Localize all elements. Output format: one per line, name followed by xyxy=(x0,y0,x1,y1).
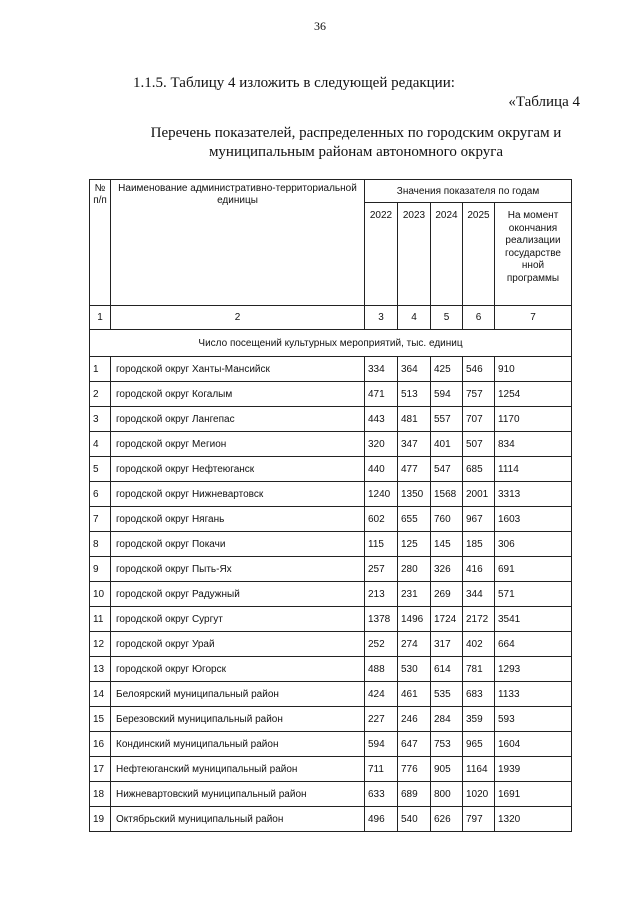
header-values-by-year: Значения показателя по годам xyxy=(365,180,572,203)
table-row xyxy=(90,607,572,632)
territory-name: Октябрьский муниципальный район xyxy=(111,807,365,832)
indicator-value: 185 xyxy=(463,532,495,557)
territory-name: городской округ Пыть-Ях xyxy=(111,557,365,582)
table-row xyxy=(90,357,572,382)
indicator-value: 683 xyxy=(463,682,495,707)
indicator-value: 593 xyxy=(495,707,572,732)
table-row xyxy=(90,432,572,457)
territory-name: городской округ Радужный xyxy=(111,582,365,607)
indicator-value: 965 xyxy=(463,732,495,757)
table-title-line-1: Перечень показателей, распределенных по городским округам и xyxy=(150,125,562,141)
row-number: 5 xyxy=(90,457,111,482)
indicator-value: 471 xyxy=(365,382,398,407)
header-year-2025: 2025 xyxy=(463,203,495,306)
indicator-value: 530 xyxy=(398,657,431,682)
header-year-2023: 2023 xyxy=(398,203,431,306)
indicator-value: 757 xyxy=(463,382,495,407)
territory-name: Нижневартовский муниципальный район xyxy=(111,782,365,807)
indicator-value: 440 xyxy=(365,457,398,482)
indicator-value: 1691 xyxy=(495,782,572,807)
indicator-value: 1939 xyxy=(495,757,572,782)
table-row xyxy=(90,657,572,682)
indicator-value: 344 xyxy=(463,582,495,607)
indicator-value: 274 xyxy=(398,632,431,657)
indicator-value: 1603 xyxy=(495,507,572,532)
table-row xyxy=(90,532,572,557)
header-year-2024: 2024 xyxy=(431,203,463,306)
column-number: 5 xyxy=(431,306,463,330)
indicator-value: 252 xyxy=(365,632,398,657)
table-row xyxy=(90,732,572,757)
column-numbers-row xyxy=(90,306,572,330)
indicator-value: 1320 xyxy=(495,807,572,832)
row-number: 17 xyxy=(90,757,111,782)
header-row xyxy=(90,180,572,203)
table-row xyxy=(90,382,572,407)
column-number: 1 xyxy=(90,306,111,330)
territory-name: городской округ Нижневартовск xyxy=(111,482,365,507)
column-number: 2 xyxy=(111,306,365,330)
column-number: 4 xyxy=(398,306,431,330)
indicator-value: 834 xyxy=(495,432,572,457)
column-number: 7 xyxy=(495,306,572,330)
row-number: 6 xyxy=(90,482,111,507)
row-number: 4 xyxy=(90,432,111,457)
row-number: 12 xyxy=(90,632,111,657)
indicator-value: 1378 xyxy=(365,607,398,632)
indicator-value: 967 xyxy=(463,507,495,532)
indicator-value: 359 xyxy=(463,707,495,732)
indicator-value: 125 xyxy=(398,532,431,557)
indicator-value: 1170 xyxy=(495,407,572,432)
indicator-value: 1164 xyxy=(463,757,495,782)
indicator-value: 347 xyxy=(398,432,431,457)
indicator-value: 401 xyxy=(431,432,463,457)
territory-name: Белоярский муниципальный район xyxy=(111,682,365,707)
indicator-value: 2172 xyxy=(463,607,495,632)
indicator-value: 781 xyxy=(463,657,495,682)
territory-name: Кондинский муниципальный район xyxy=(111,732,365,757)
indicator-value: 753 xyxy=(431,732,463,757)
indicator-value: 507 xyxy=(463,432,495,457)
indicator-value: 1724 xyxy=(431,607,463,632)
territory-name: городской округ Лангепас xyxy=(111,407,365,432)
table-row xyxy=(90,407,572,432)
table-title xyxy=(0,124,640,162)
table-row xyxy=(90,582,572,607)
territory-name: городской округ Когалым xyxy=(111,382,365,407)
section-title: Число посещений культурных мероприятий, тыс. единиц xyxy=(90,330,572,357)
table-row xyxy=(90,707,572,732)
indicator-value: 477 xyxy=(398,457,431,482)
indicator-value: 269 xyxy=(431,582,463,607)
indicator-value: 1604 xyxy=(495,732,572,757)
table-row xyxy=(90,632,572,657)
indicator-value: 246 xyxy=(398,707,431,732)
table-row xyxy=(90,482,572,507)
indicator-value: 1350 xyxy=(398,482,431,507)
table-title-line-2: муниципальным районам автономного округа xyxy=(208,144,504,160)
row-number: 1 xyxy=(90,357,111,382)
amendment-instruction: 1.1.5. Таблицу 4 изложить в следующей редакции: xyxy=(133,75,455,91)
table-row xyxy=(90,682,572,707)
indicator-value: 910 xyxy=(495,357,572,382)
table-label: «Таблица 4 xyxy=(508,94,580,110)
indicator-value: 1240 xyxy=(365,482,398,507)
indicator-value: 905 xyxy=(431,757,463,782)
table-row xyxy=(90,807,572,832)
indicator-value: 800 xyxy=(431,782,463,807)
territory-name: городской округ Ханты-Мансийск xyxy=(111,357,365,382)
indicator-value: 571 xyxy=(495,582,572,607)
indicator-value: 443 xyxy=(365,407,398,432)
territory-name: Нефтеюганский муниципальный район xyxy=(111,757,365,782)
indicator-value: 614 xyxy=(431,657,463,682)
indicator-value: 317 xyxy=(431,632,463,657)
indicator-value: 231 xyxy=(398,582,431,607)
section-row xyxy=(90,330,572,357)
indicator-value: 594 xyxy=(365,732,398,757)
territory-name: городской округ Сургут xyxy=(111,607,365,632)
row-number: 18 xyxy=(90,782,111,807)
table-row xyxy=(90,457,572,482)
indicator-value: 655 xyxy=(398,507,431,532)
row-number: 11 xyxy=(90,607,111,632)
indicator-value: 213 xyxy=(365,582,398,607)
territory-name: городской округ Нефтеюганск xyxy=(111,457,365,482)
header-name: Наименование административно-территориальной единицы xyxy=(111,180,365,306)
territory-name: Березовский муниципальный район xyxy=(111,707,365,732)
row-number: 13 xyxy=(90,657,111,682)
indicator-value: 320 xyxy=(365,432,398,457)
indicator-value: 1293 xyxy=(495,657,572,682)
indicator-value: 416 xyxy=(463,557,495,582)
indicator-value: 284 xyxy=(431,707,463,732)
territory-name: городской округ Нягань xyxy=(111,507,365,532)
column-number: 6 xyxy=(463,306,495,330)
indicator-value: 647 xyxy=(398,732,431,757)
indicator-value: 626 xyxy=(431,807,463,832)
indicator-value: 602 xyxy=(365,507,398,532)
row-number: 8 xyxy=(90,532,111,557)
indicator-value: 1020 xyxy=(463,782,495,807)
row-number: 14 xyxy=(90,682,111,707)
row-number: 9 xyxy=(90,557,111,582)
indicator-value: 776 xyxy=(398,757,431,782)
indicator-value: 326 xyxy=(431,557,463,582)
indicator-value: 1114 xyxy=(495,457,572,482)
table-row xyxy=(90,507,572,532)
indicator-value: 760 xyxy=(431,507,463,532)
table-row xyxy=(90,557,572,582)
indicator-value: 685 xyxy=(463,457,495,482)
indicator-value: 633 xyxy=(365,782,398,807)
indicator-value: 227 xyxy=(365,707,398,732)
indicator-value: 481 xyxy=(398,407,431,432)
indicator-value: 115 xyxy=(365,532,398,557)
indicator-value: 1254 xyxy=(495,382,572,407)
row-number: 3 xyxy=(90,407,111,432)
table-row xyxy=(90,757,572,782)
indicator-value: 513 xyxy=(398,382,431,407)
indicator-value: 689 xyxy=(398,782,431,807)
row-number: 15 xyxy=(90,707,111,732)
row-number: 7 xyxy=(90,507,111,532)
indicator-value: 257 xyxy=(365,557,398,582)
header-final-value: На момент окончания реализации государстве нной программы xyxy=(495,203,572,306)
indicator-value: 145 xyxy=(431,532,463,557)
header-year-2022: 2022 xyxy=(365,203,398,306)
indicator-value: 535 xyxy=(431,682,463,707)
indicator-value: 402 xyxy=(463,632,495,657)
indicator-value: 461 xyxy=(398,682,431,707)
indicator-value: 547 xyxy=(431,457,463,482)
indicator-value: 1496 xyxy=(398,607,431,632)
indicator-value: 557 xyxy=(431,407,463,432)
indicator-value: 664 xyxy=(495,632,572,657)
indicator-value: 691 xyxy=(495,557,572,582)
indicator-value: 496 xyxy=(365,807,398,832)
indicator-value: 488 xyxy=(365,657,398,682)
territory-name: городской округ Урай xyxy=(111,632,365,657)
territory-name: городской округ Покачи xyxy=(111,532,365,557)
indicator-value: 424 xyxy=(365,682,398,707)
territory-name: городской округ Югорск xyxy=(111,657,365,682)
column-number: 3 xyxy=(365,306,398,330)
territory-name: городской округ Мегион xyxy=(111,432,365,457)
indicator-value: 711 xyxy=(365,757,398,782)
indicator-value: 797 xyxy=(463,807,495,832)
indicator-value: 280 xyxy=(398,557,431,582)
row-number: 16 xyxy=(90,732,111,757)
indicator-value: 306 xyxy=(495,532,572,557)
row-number: 10 xyxy=(90,582,111,607)
indicator-value: 364 xyxy=(398,357,431,382)
row-number: 19 xyxy=(90,807,111,832)
indicator-value: 707 xyxy=(463,407,495,432)
row-number: 2 xyxy=(90,382,111,407)
indicator-value: 3313 xyxy=(495,482,572,507)
indicators-table xyxy=(89,179,572,832)
indicator-value: 540 xyxy=(398,807,431,832)
indicator-value: 1568 xyxy=(431,482,463,507)
indicator-value: 546 xyxy=(463,357,495,382)
indicator-value: 594 xyxy=(431,382,463,407)
indicator-value: 334 xyxy=(365,357,398,382)
page-number: 36 xyxy=(314,19,326,33)
indicator-value: 3541 xyxy=(495,607,572,632)
table-row xyxy=(90,782,572,807)
indicator-value: 2001 xyxy=(463,482,495,507)
indicator-value: 425 xyxy=(431,357,463,382)
header-no: № п/п xyxy=(90,180,111,306)
indicator-value: 1133 xyxy=(495,682,572,707)
